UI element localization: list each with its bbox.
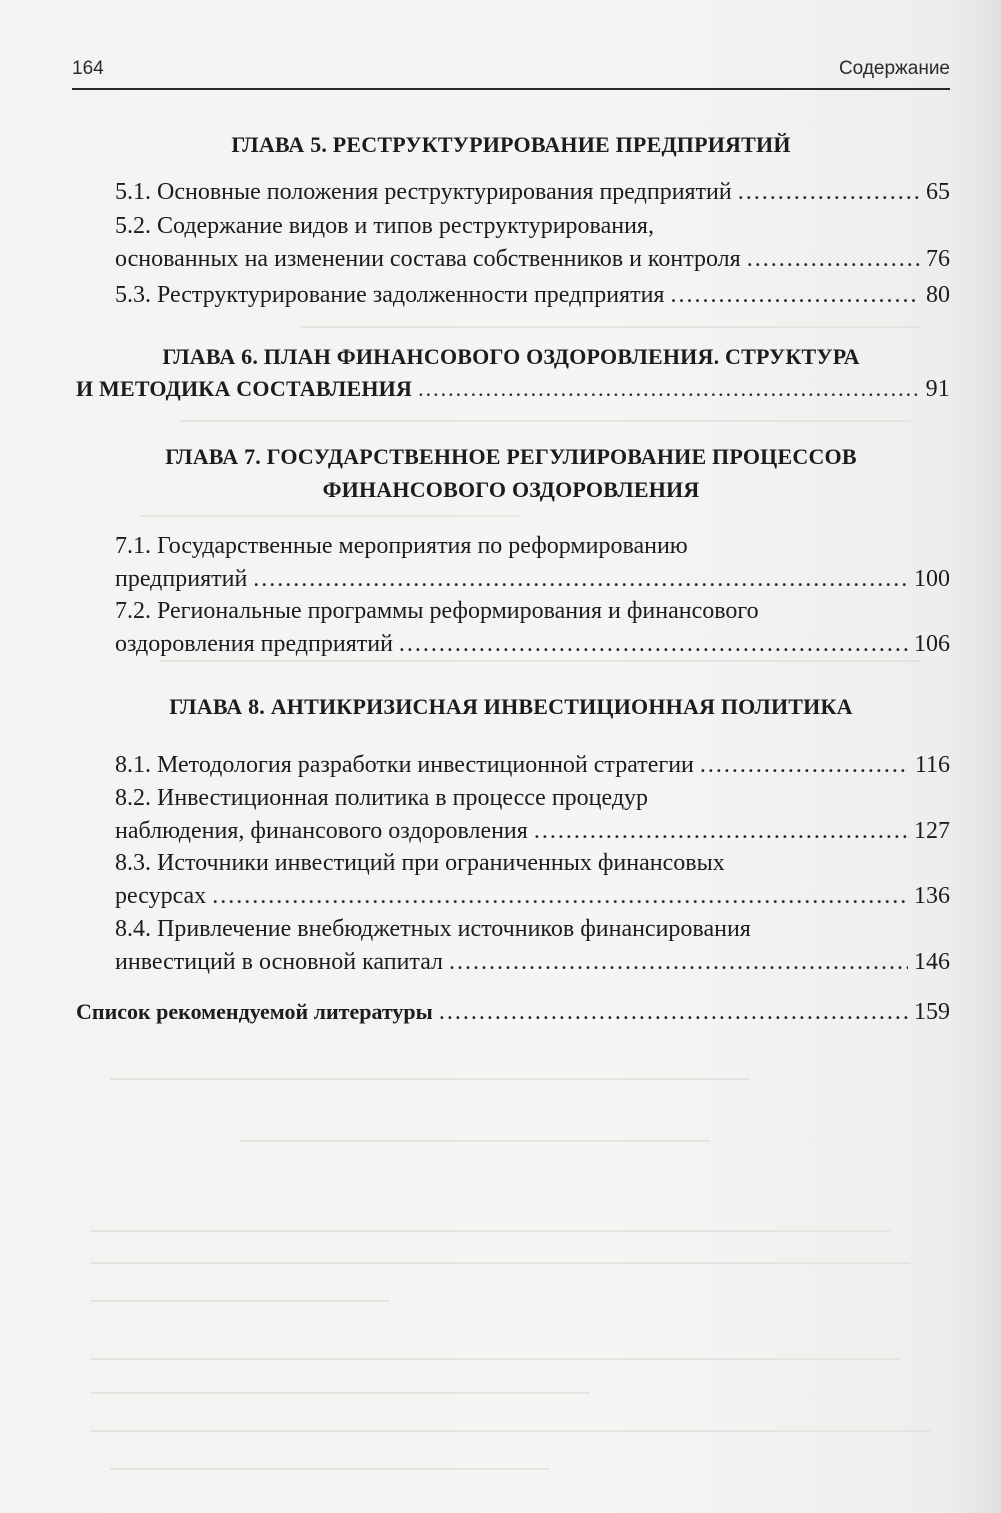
chapter-5-title: ГЛАВА 5. РЕСТРУКТУРИРОВАНИЕ ПРЕДПРИЯТИЙ: [231, 132, 791, 157]
toc-entry-5-2[interactable]: [115, 210, 950, 276]
toc-entry-text: наблюдения, финансового оздоровления: [115, 818, 528, 844]
toc-entry-text: 5.2. Содержание видов и типов реструктурирования,: [115, 213, 654, 239]
chapter-7-title: ГЛАВА 7. ГОСУДАРСТВЕННОЕ РЕГУЛИРОВАНИЕ ПРОЦЕССОВ: [165, 444, 857, 469]
bleed-through-line: [90, 1430, 930, 1432]
dot-leader: [738, 176, 920, 209]
dot-leader: [670, 279, 920, 312]
bleed-through-line: [90, 1358, 900, 1360]
toc-entry-text: 7.1. Государственные мероприятия по реформированию: [115, 533, 688, 559]
bleed-through-line: [180, 420, 910, 422]
toc-entry-text: основанных на изменении состава собственников и контроля: [115, 246, 741, 272]
toc-page-number: 146: [914, 949, 950, 975]
toc-page-number: 136: [914, 883, 950, 909]
toc-entry-text: 5.3. Реструктурирование задолженности предприятия: [115, 282, 665, 308]
toc-entry-8-2[interactable]: [115, 782, 950, 848]
bleed-through-line: [140, 515, 520, 517]
toc-page-number: 76: [926, 246, 950, 272]
toc-entry-7-1[interactable]: [115, 530, 950, 596]
dot-leader: [700, 749, 909, 782]
toc-entry-5-3[interactable]: [115, 279, 950, 312]
page-number: 164: [72, 58, 104, 79]
dot-leader: [747, 243, 920, 276]
toc-page-number: 116: [914, 752, 950, 778]
bleed-through-line: [90, 1300, 390, 1302]
toc-page-number: 127: [914, 818, 950, 844]
toc-page-number: 106: [914, 631, 950, 657]
toc-entry-references[interactable]: [76, 995, 950, 1028]
toc-page-number: 80: [926, 282, 950, 308]
dot-leader: [253, 563, 908, 596]
toc-entry-text: предприятий: [115, 566, 248, 592]
toc-entry-5-1[interactable]: [115, 176, 950, 209]
toc-entry-text: оздоровления предприятий: [115, 631, 393, 657]
toc-entry-text: 8.2. Инвестиционная политика в процессе процедур: [115, 785, 649, 811]
dot-leader: [449, 946, 908, 979]
toc-page-number: 159: [914, 999, 950, 1025]
bleed-through-line: [110, 1078, 750, 1080]
dot-leader: [418, 372, 920, 405]
chapter-7-title-continued: ФИНАНСОВОГО ОЗДОРОВЛЕНИЯ: [322, 477, 700, 502]
bleed-through-line: [90, 1392, 590, 1394]
toc-entry-text: 7.2. Региональные программы реформирования и финансового: [115, 598, 759, 624]
dot-leader: [399, 628, 908, 661]
toc-page-number: 65: [926, 179, 950, 205]
chapter-8-title: ГЛАВА 8. АНТИКРИЗИСНАЯ ИНВЕСТИЦИОННАЯ ПОЛИТИКА: [169, 694, 853, 719]
dot-leader: [212, 880, 908, 913]
chapter-6-title-continued: И МЕТОДИКА СОСТАВЛЕНИЯ: [76, 376, 413, 401]
toc-page-number: 100: [914, 566, 950, 592]
bleed-through-line: [110, 1468, 550, 1470]
toc-entry-text: инвестиций в основной капитал: [115, 949, 444, 975]
toc-entry-text: 5.1. Основные положения реструктурирования предприятий: [115, 179, 732, 205]
dot-leader: [534, 815, 908, 848]
toc-entry-text: ресурсах: [115, 883, 207, 909]
toc-entry-text: 8.1. Методология разработки инвестиционной стратегии: [115, 752, 694, 778]
toc-entry-8-4[interactable]: [115, 913, 950, 979]
references-title: Список рекомендуемой литературы: [76, 999, 433, 1024]
bleed-through-line: [300, 326, 920, 328]
toc-page-number: 91: [925, 376, 950, 402]
toc-entry-text: 8.3. Источники инвестиций при ограниченных финансовых: [115, 850, 725, 876]
section-title: Содержание: [838, 58, 950, 79]
toc-entry-7-2[interactable]: [115, 595, 950, 661]
dot-leader: [439, 996, 908, 1029]
bleed-through-line: [90, 1230, 890, 1232]
bleed-through-line: [240, 1140, 710, 1142]
toc-entry-chapter-6[interactable]: [76, 372, 950, 405]
toc-entry-text: 8.4. Привлечение внебюджетных источников финансирования: [115, 916, 751, 942]
toc-entry-8-1[interactable]: [115, 749, 950, 782]
toc-entry-8-3[interactable]: [115, 847, 950, 913]
running-header: [72, 54, 950, 90]
chapter-6-title: ГЛАВА 6. ПЛАН ФИНАНСОВОГО ОЗДОРОВЛЕНИЯ. СТРУКТУРА: [162, 344, 860, 369]
bleed-through-line: [90, 1262, 910, 1264]
